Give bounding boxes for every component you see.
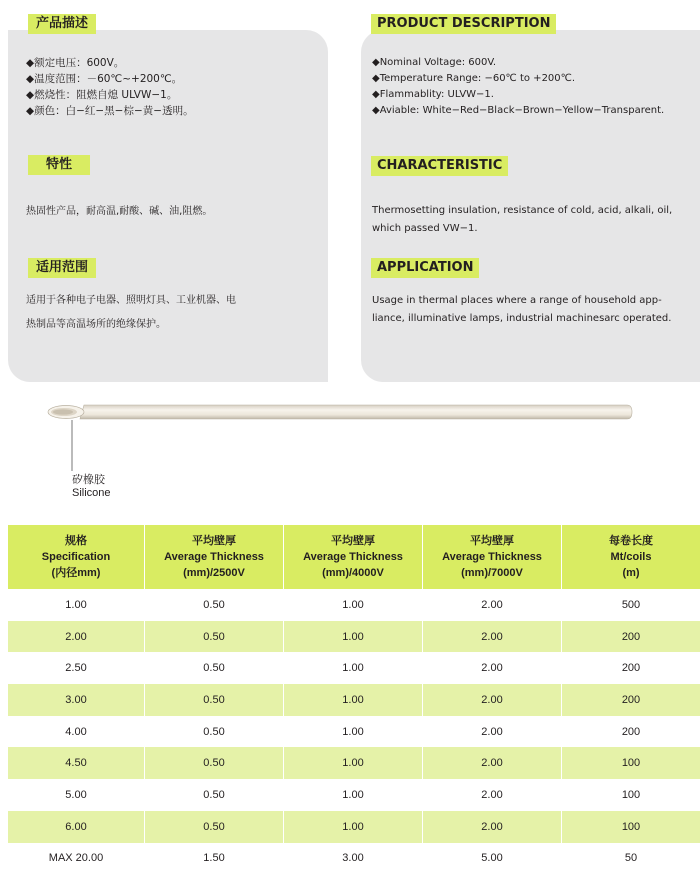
- cell: 0.50: [145, 589, 284, 621]
- cell: 2.00: [423, 589, 562, 621]
- table-row: [8, 811, 700, 843]
- cell: 2.00: [423, 747, 562, 779]
- cell: 3.00: [284, 843, 423, 875]
- cell: 6.00: [8, 811, 145, 843]
- cell: 1.00: [284, 684, 423, 716]
- cn-desc-line: ◆燃烧性：阻燃自熄 ULVW−1。: [26, 89, 178, 101]
- en-char-line: which passed VW−1.: [372, 223, 478, 234]
- cell: 0.50: [145, 747, 284, 779]
- cn-desc-heading: 产品描述: [28, 14, 96, 34]
- cn-desc-line: ◆温度范围：－60℃~+200℃。: [26, 73, 183, 85]
- tube-label-en: Silicone: [72, 487, 111, 499]
- en-desc-list: [372, 55, 664, 119]
- cell: 5.00: [8, 779, 145, 811]
- cn-info-panel: [8, 16, 328, 382]
- cell: 1.00: [284, 652, 423, 684]
- cell: 1.00: [284, 779, 423, 811]
- cell: 200: [621, 725, 641, 738]
- en-app-line: Usage in thermal places where a range of household app-: [372, 295, 662, 306]
- tube-icon: [44, 400, 634, 430]
- cell: 50: [624, 852, 638, 865]
- cell: 5.00: [423, 843, 562, 875]
- cn-app-heading: 适用范围: [28, 258, 96, 278]
- cell: 200: [562, 621, 700, 653]
- table-header-row: [8, 525, 700, 589]
- cell: 100: [562, 811, 700, 843]
- cell: 0.50: [145, 779, 284, 811]
- table-row: [8, 779, 700, 811]
- cell: 1.00: [284, 589, 423, 621]
- en-app-text: [372, 292, 671, 328]
- cell: 2.00: [8, 621, 145, 653]
- silicone-tube-illustration: [44, 400, 634, 430]
- en-desc-line: ◆Nominal Voltage: 600V.: [372, 57, 497, 68]
- en-desc-heading: PRODUCT DESCRIPTION: [371, 14, 556, 34]
- cell: 0.50: [145, 621, 284, 653]
- cell: 2.00: [423, 684, 562, 716]
- cell: 2.00: [423, 779, 562, 811]
- cn-char-heading: 特性: [28, 155, 90, 175]
- table-row: [8, 684, 700, 716]
- cell: 0.50: [145, 652, 284, 684]
- cell: 0.50: [145, 811, 284, 843]
- en-app-heading: APPLICATION: [371, 258, 479, 278]
- header-thickness-2500: 平均壁厚 Average Thickness (mm)/2500V: [145, 525, 284, 589]
- cell: 2.00: [423, 621, 562, 653]
- cn-desc-line: ◆额定电压：600V。: [26, 57, 125, 69]
- cell: 1.50: [145, 843, 284, 875]
- en-info-panel: [361, 16, 700, 382]
- header-thickness-4000: 平均壁厚 Average Thickness (mm)/4000V: [284, 525, 423, 589]
- spec-table: [8, 525, 700, 874]
- tube-label-cn: 矽橡胶: [72, 474, 105, 486]
- header-thickness-7000: 平均壁厚 Average Thickness (mm)/7000V: [423, 525, 562, 589]
- table-row: [8, 843, 700, 875]
- table-row: [8, 652, 700, 684]
- cell: MAX 20.00: [8, 843, 145, 875]
- tube-material-label: [72, 474, 111, 500]
- cell: 2.50: [8, 652, 145, 684]
- en-app-line: liance, illuminative lamps, industrial machinesarc operated.: [372, 313, 672, 324]
- cell: 1.00: [284, 747, 423, 779]
- cn-app-line: 热制品等高温场所的绝缘保护。: [26, 319, 166, 330]
- cn-char-text: 热固性产品，耐高温,耐酸、碱、油,阻燃。: [26, 206, 213, 217]
- en-char-line: Thermosetting insulation, resistance of cold, acid, alkali, oil,: [372, 205, 673, 216]
- cell: 3.00: [8, 684, 145, 716]
- cell: 100: [562, 747, 700, 779]
- cell: 0.50: [145, 684, 284, 716]
- cell: 500: [621, 598, 641, 611]
- cell: 200: [621, 662, 641, 675]
- header-spec: 规格 Specification (内径mm): [8, 525, 145, 589]
- en-desc-line: ◆Aviable: White−Red−Black−Brown−Yellow−Transparent.: [372, 105, 665, 116]
- cell: 200: [562, 684, 700, 716]
- cn-desc-line: ◆颜色：白−红−黑−棕−黄−透明。: [26, 105, 194, 117]
- pointer-line-icon: [62, 416, 102, 476]
- en-desc-line: ◆Temperature Range: −60℃ to +200℃.: [372, 73, 576, 84]
- cell: 2.00: [423, 652, 562, 684]
- cell: 4.50: [8, 747, 145, 779]
- cell: 1.00: [284, 621, 423, 653]
- header-coil-length: 每卷长度 Mt/coils (m): [562, 525, 700, 589]
- cell: 2.00: [423, 716, 562, 748]
- table-row: [8, 589, 700, 621]
- en-char-text: [372, 202, 672, 238]
- cn-app-line: 适用于各种电子电器、照明灯具、工业机器、电: [26, 295, 236, 306]
- cell: 0.50: [145, 716, 284, 748]
- cell: 100: [621, 788, 641, 801]
- cell: 2.00: [423, 811, 562, 843]
- cn-desc-list: [26, 55, 194, 119]
- table-row: [8, 621, 700, 653]
- cell: 1.00: [284, 716, 423, 748]
- en-desc-line: ◆Flammablity: ULVW−1.: [372, 89, 494, 100]
- cell: 1.00: [284, 811, 423, 843]
- cell: 4.00: [8, 716, 145, 748]
- cell: 1.00: [8, 589, 145, 621]
- en-char-heading: CHARACTERISTIC: [371, 156, 508, 176]
- table-row: [8, 716, 700, 748]
- table-row: [8, 747, 700, 779]
- cn-app-text: [26, 289, 236, 337]
